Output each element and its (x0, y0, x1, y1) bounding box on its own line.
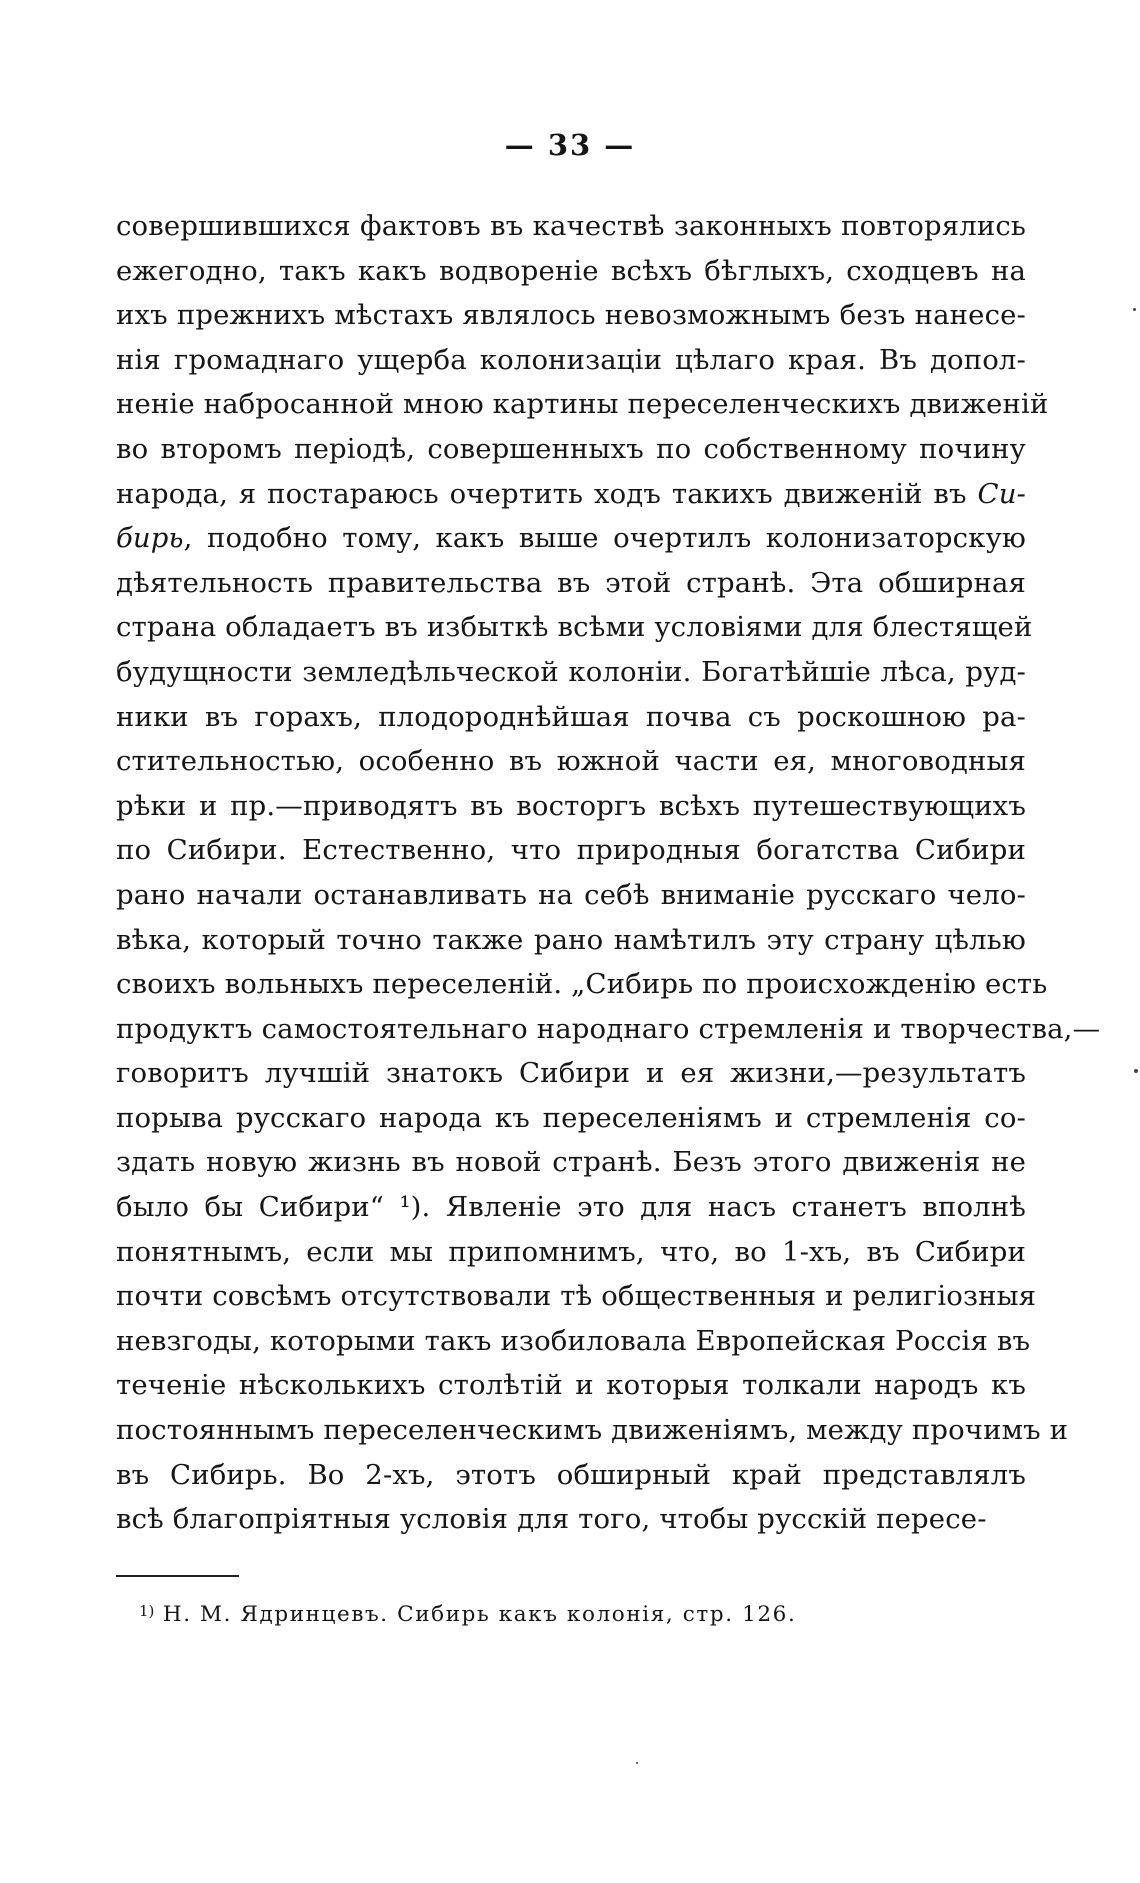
scan-speck (636, 1762, 638, 1764)
scan-speck (1134, 1069, 1138, 1073)
text-line: дѣятельность правительства въ этой странѣ. Эта обширная (116, 566, 1026, 599)
text-line: въ Сибирь. Во 2-хъ, этотъ обширный край представлялъ (116, 1458, 1026, 1491)
footnote (139, 1600, 796, 1630)
italic-word: бирь (116, 522, 184, 555)
text-line: будущности земледѣльческой колоніи. Богатѣйшіе лѣса, руд- (116, 655, 1026, 688)
text-line: понятнымъ, если мы припомнимъ, что, во 1-хъ, въ Сибири (116, 1235, 1026, 1268)
text-line-last: всѣ благопріятныя условія для того, чтобы русскій пересе- (116, 1503, 987, 1536)
text-line: невзгоды, которыми такъ изобиловала Европейская Россія въ (116, 1324, 1031, 1357)
text-line: по Сибири. Естественно, что природныя богатства Сибири (116, 834, 1026, 867)
text-line: рѣки и пр.—приводятъ въ восторгъ всѣхъ путешествующихъ (116, 789, 1026, 822)
footnote-text: Н. М. Ядринцевъ. Сибирь какъ колонія, стр. 126. (162, 1602, 797, 1627)
text-line: страна обладаетъ въ избыткѣ всѣми условіями для блестящей (116, 611, 1033, 644)
italic-word: Си- (977, 477, 1026, 510)
text-line: продуктъ самостоятельнаго народнаго стремленія и творчества,— (116, 1012, 1101, 1045)
text-line: нія громаднаго ущерба колонизаціи цѣлаго края. Въ допол- (116, 343, 1026, 376)
text-line: совершившихся фактовъ въ качествѣ законныхъ повторялись (116, 210, 1026, 242)
page-number: — 33 — (504, 128, 636, 162)
text-line: ники въ горахъ, плодороднѣйшая почва съ роскошною ра- (116, 700, 1026, 733)
text-line: рано начали останавливать на себѣ вниманіе русскаго чело- (116, 878, 1026, 911)
scan-speck (1133, 308, 1136, 311)
text-line: бирь, подобно тому, какъ выше очертилъ колонизаторскую (116, 522, 1026, 555)
text-line: своихъ вольныхъ переселеній. „Сибирь по происхожденію есть (116, 968, 1048, 1001)
text-line: вѣка, который точно также рано намѣтилъ эту страну цѣлью (116, 923, 1026, 956)
text-line: здать новую жизнь въ новой странѣ. Безъ этого движенія не (116, 1146, 1026, 1179)
text-line: неніе набросанной мною картины переселенческихъ движеній (116, 388, 1049, 421)
text-line: стительностью, особенно въ южной части ея, многоводныя (116, 745, 1026, 778)
text-line: почти совсѣмъ отсутствовали тѣ общественныя и религіозныя (116, 1280, 1037, 1313)
text-line: ежегодно, такъ какъ водвореніе всѣхъ бѣглыхъ, сходцевъ на (116, 254, 1026, 287)
footnote-divider (116, 1575, 239, 1577)
text-line: во второмъ періодѣ, совершенныхъ по собственному почину (116, 432, 1026, 465)
text-line: теченіе нѣсколькихъ столѣтій и которыя толкали народъ къ (116, 1369, 1026, 1402)
text-line: говоритъ лучшій знатокъ Сибири и ея жизни,—результатъ (116, 1057, 1026, 1090)
text-line: ихъ прежнихъ мѣстахъ являлось невозможнымъ безъ нанесе- (116, 299, 1026, 332)
text-line: было бы Сибири“ ¹). Явленіе это для насъ станетъ вполнѣ (116, 1191, 1026, 1224)
text-line: постояннымъ переселенческимъ движеніямъ, между прочимъ и (116, 1414, 1069, 1447)
footnote-marker: 1) (139, 1602, 155, 1620)
text-line: народа, я постараюсь очертить ходъ такихъ движеній въ Си- (116, 477, 1026, 510)
text-line: порыва русскаго народа къ переселеніямъ и стремленія со- (116, 1101, 1026, 1134)
body-text (116, 204, 1101, 1542)
